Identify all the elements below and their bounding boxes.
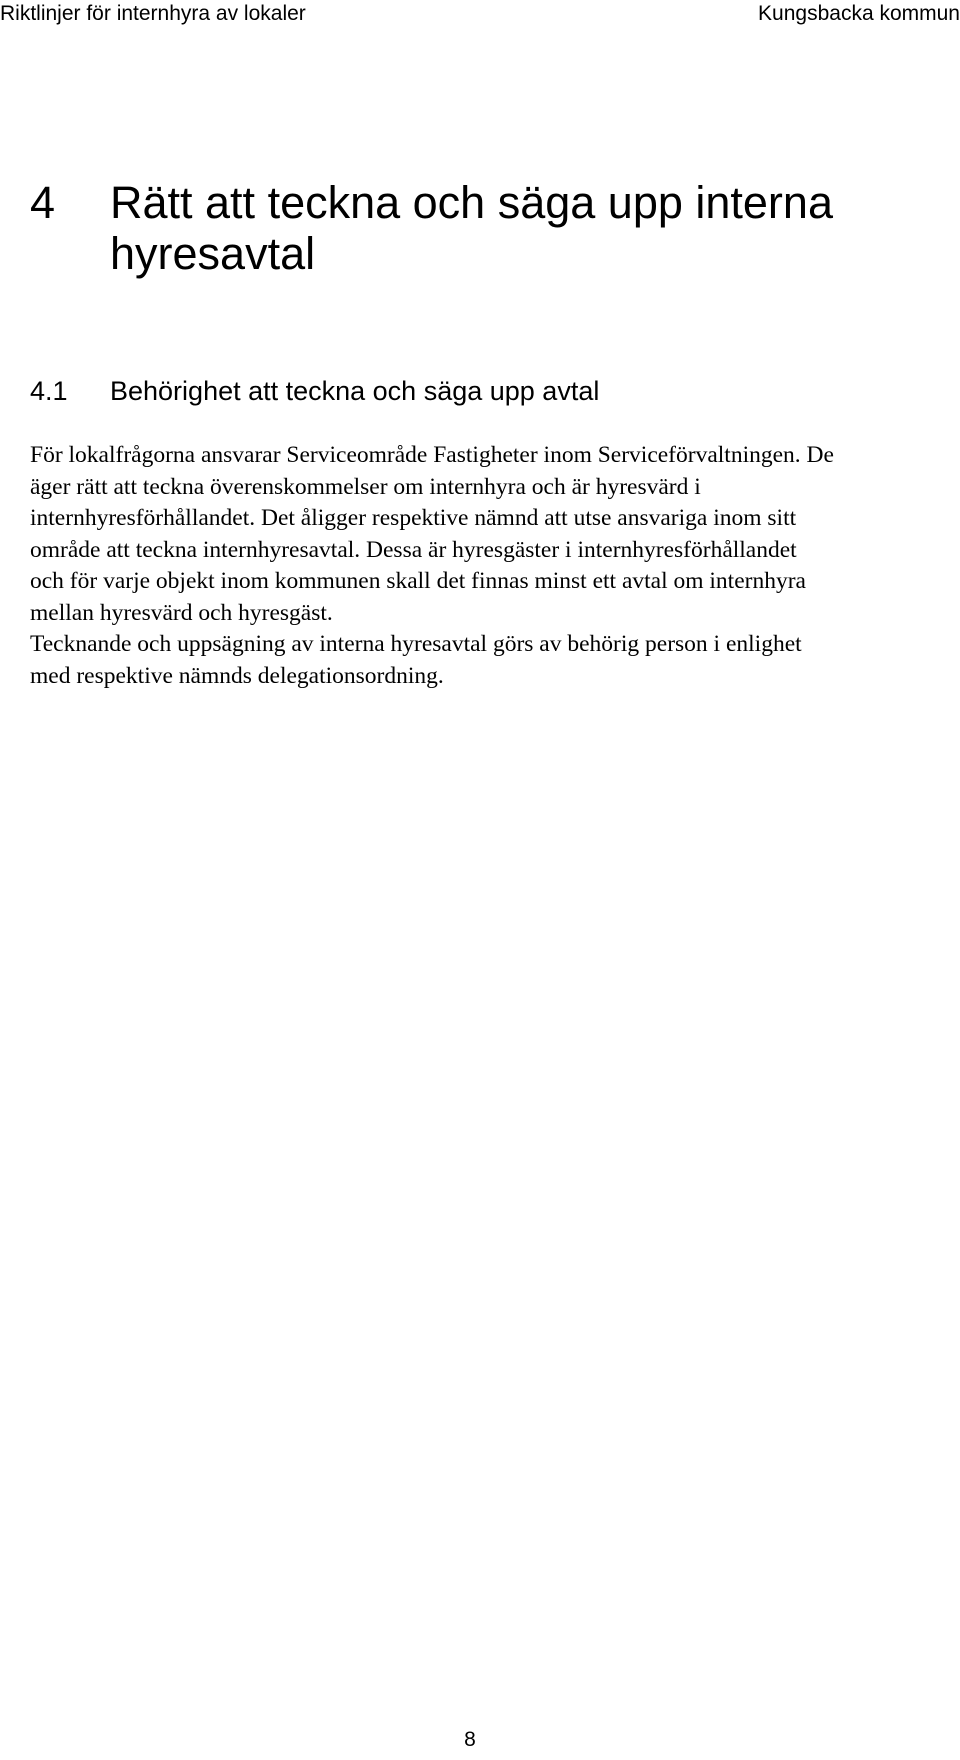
document-title-header: Riktlinjer för internhyra av lokaler bbox=[0, 2, 306, 25]
chapter-title-line: Rätt att teckna och säga upp interna bbox=[110, 177, 833, 228]
body-line: För lokalfrågorna ansvarar Serviceområde Fastigheter inom Serviceförvaltningen. De bbox=[30, 442, 834, 468]
body-line: Tecknande och uppsägning av interna hyresavtal görs av behörig person i enlighet bbox=[30, 631, 802, 657]
body-paragraph bbox=[30, 440, 950, 692]
chapter-heading bbox=[30, 177, 930, 279]
chapter-number: 4 bbox=[30, 177, 56, 228]
body-line: internhyresförhållandet. Det åligger respektive nämnd att utse ansvariga inom sitt bbox=[30, 505, 797, 531]
chapter-title-line: hyresavtal bbox=[110, 228, 316, 279]
body-line: och för varje objekt inom kommunen skall det finnas minst ett avtal om internhyra bbox=[30, 568, 806, 594]
page-number: 8 bbox=[464, 1728, 476, 1751]
section-title: Behörighet att teckna och säga upp avtal bbox=[110, 376, 600, 406]
section-heading bbox=[30, 373, 930, 409]
organization-header: Kungsbacka kommun bbox=[758, 2, 960, 25]
body-line: mellan hyresvärd och hyresgäst. bbox=[30, 599, 333, 626]
body-line: område att teckna internhyresavtal. Dessa är hyresgäster i internhyresförhållandet bbox=[30, 536, 797, 563]
body-line: med respektive nämnds delegationsordning. bbox=[30, 662, 444, 689]
section-number: 4.1 bbox=[30, 376, 68, 406]
chapter-title bbox=[110, 177, 890, 279]
body-line: äger rätt att teckna överenskommelser om internhyra och är hyresvärd i bbox=[30, 473, 701, 500]
